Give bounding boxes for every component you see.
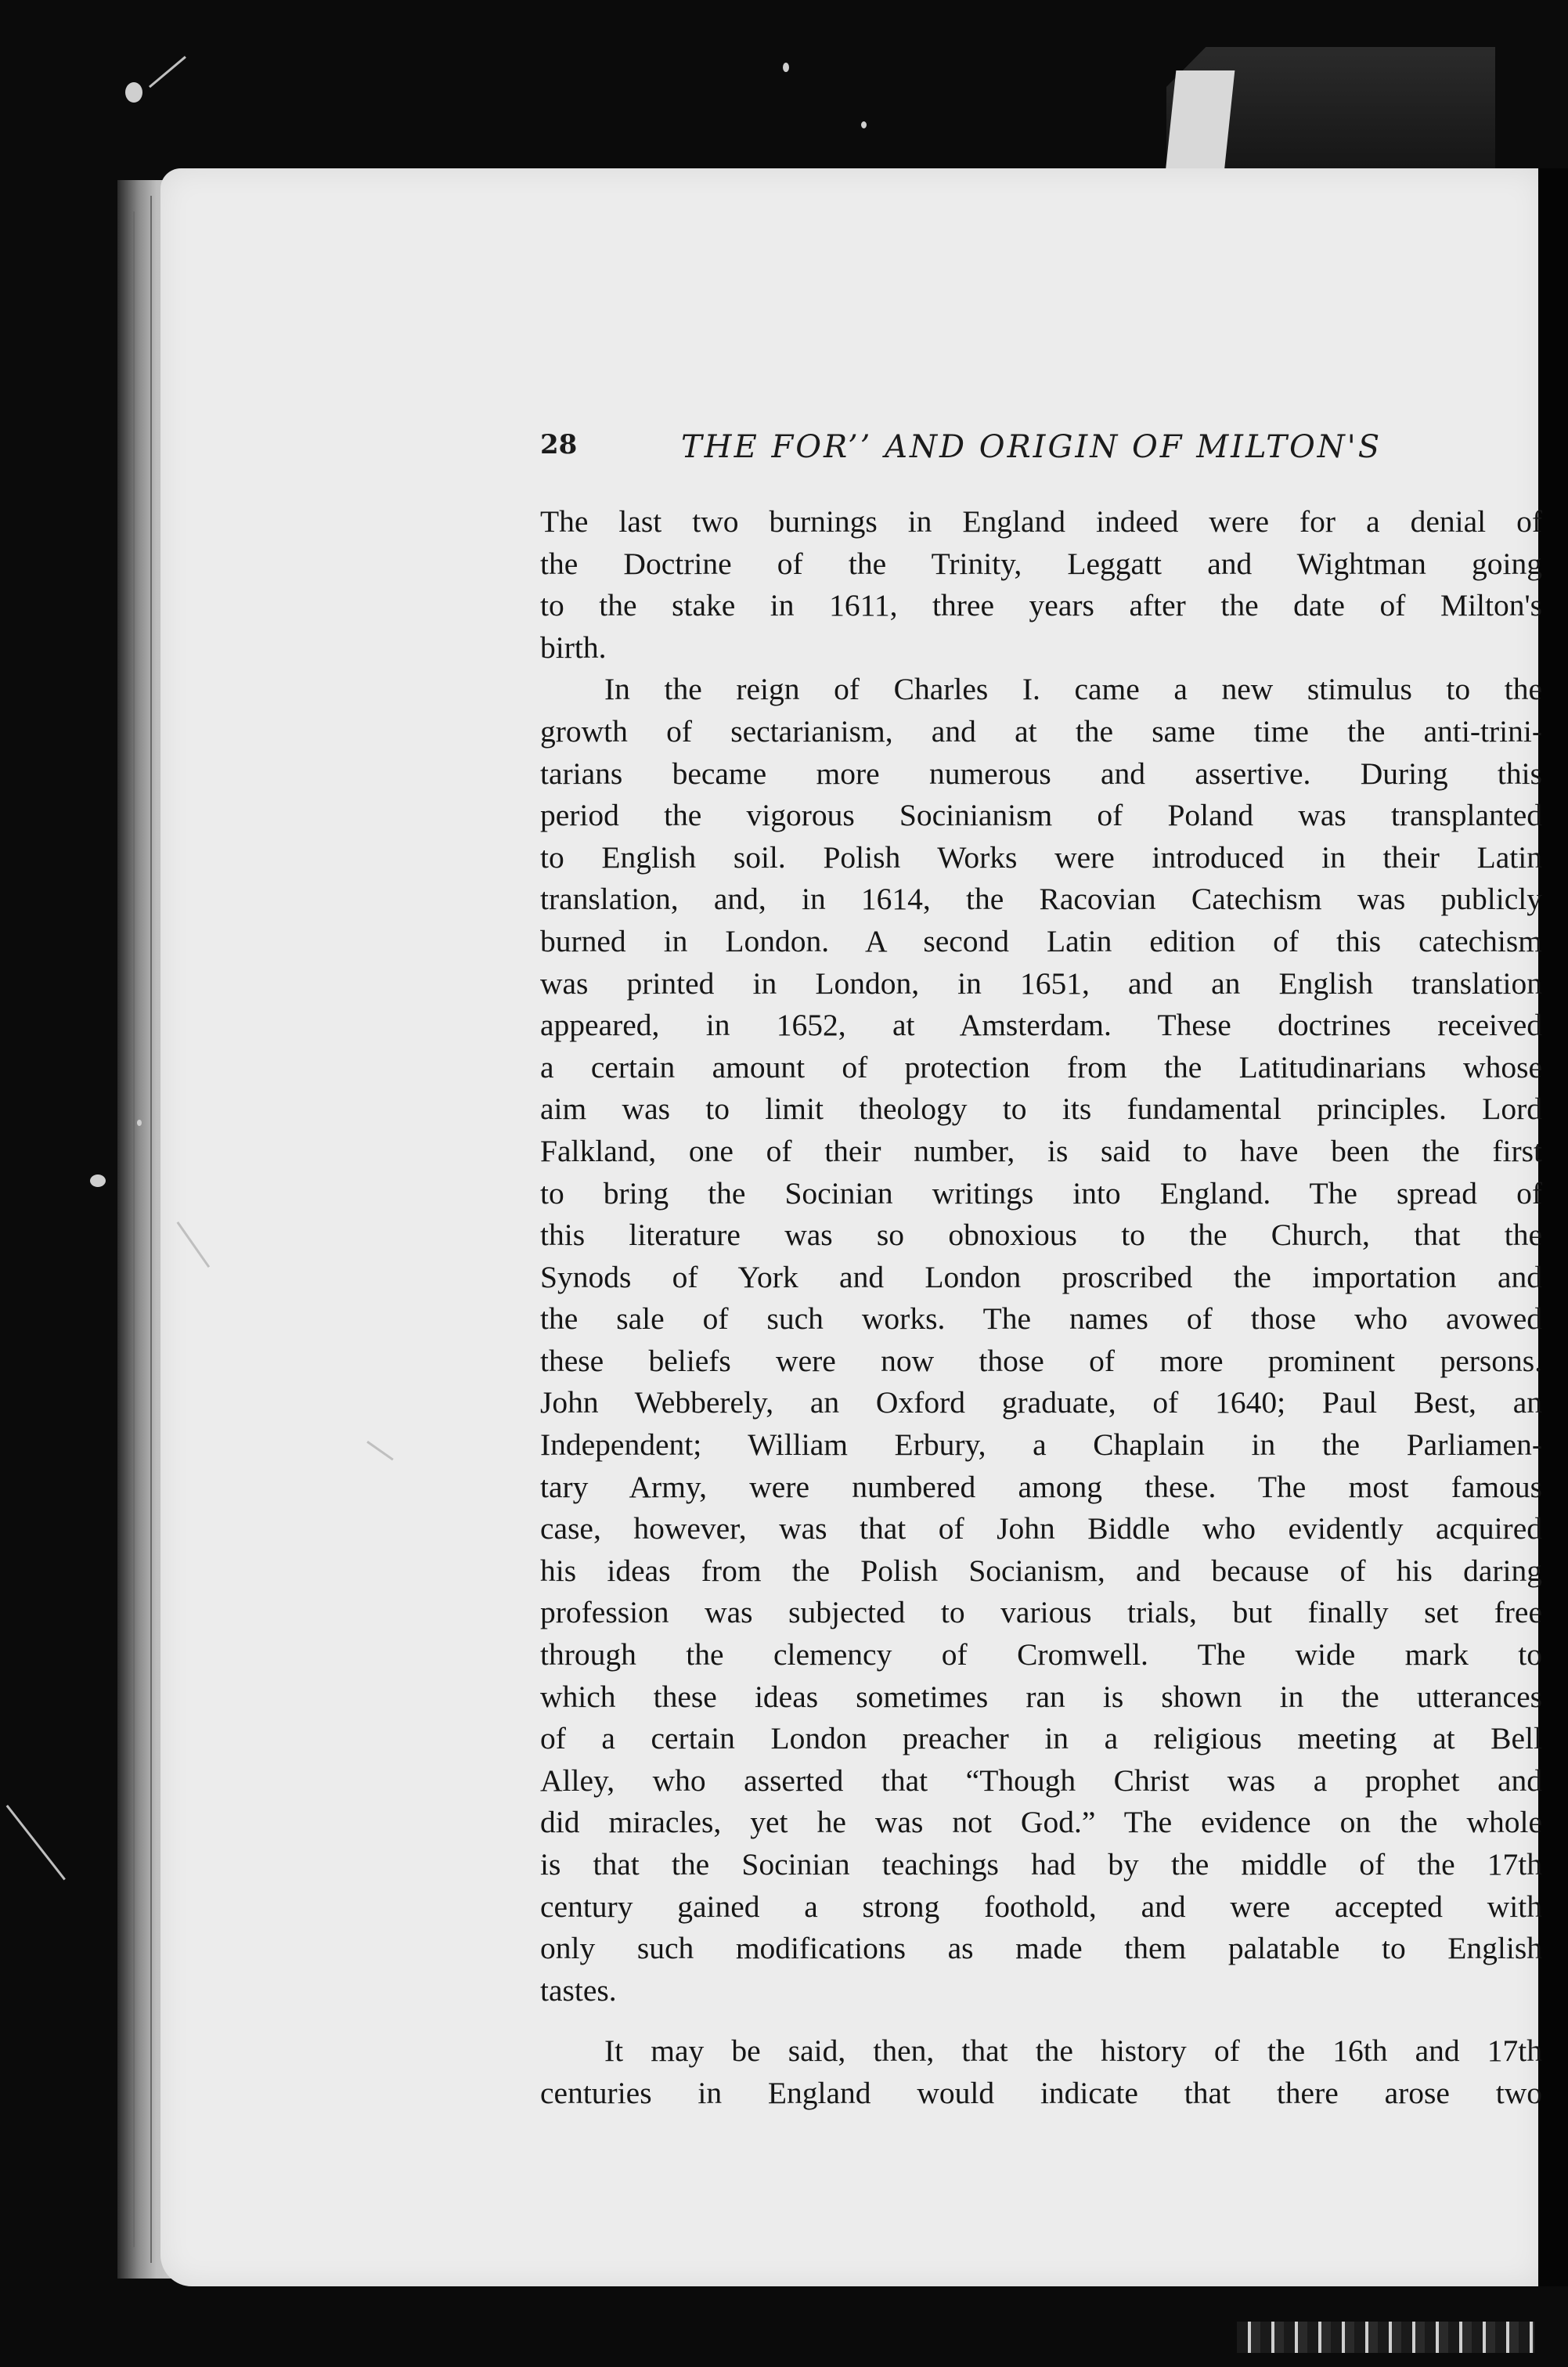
text-line: growth of sectarianism, and at the same time the anti-trini- <box>540 713 1542 749</box>
text-line: which these ideas sometimes ran is shown in the utterances <box>540 1679 1542 1714</box>
text-line: The last two burnings in England indeed were for a denial of <box>540 504 1542 539</box>
text-line: centuries in England would indicate that there arose two <box>540 2075 1542 2110</box>
bottom-edge-artifact <box>1237 2322 1534 2353</box>
body-text <box>540 501 1542 2115</box>
text-line: Alley, who asserted that “Though Christ was a prophet and <box>540 1763 1542 1798</box>
text-line: to English soil. Polish Works were introduced in their Latin <box>540 839 1542 875</box>
text-line: case, however, was that of John Biddle who evidently acquired <box>540 1511 1542 1546</box>
text-line: his ideas from the Polish Socianism, and because of his daring <box>540 1553 1542 1588</box>
text-line: to bring the Socinian writings into England. The spread of <box>540 1175 1542 1211</box>
text-line: translation, and, in 1614, the Racovian Catechism was publicly <box>540 882 1542 917</box>
text-line: of a certain London preacher in a religious meeting at Bell <box>540 1721 1542 1756</box>
text-line: was printed in London, in 1651, and an English translation <box>540 965 1542 1001</box>
dust-speck <box>783 63 789 72</box>
text-line: appeared, in 1652, at Amsterdam. These doctrines received <box>540 1008 1542 1043</box>
text-line: a certain amount of protection from the Latitudinarians whose <box>540 1049 1542 1084</box>
text-line: these beliefs were now those of more prominent persons. <box>540 1343 1542 1378</box>
text-line: did miracles, yet he was not God.” The evidence on the whole <box>540 1805 1542 1840</box>
text-line: tastes. <box>540 1972 617 2008</box>
text-line: is that the Socinian teachings had by the middle of the 17th <box>540 1847 1542 1882</box>
text-line: Falkland, one of their number, is said to have been the first <box>540 1133 1542 1168</box>
text-line: through the clemency of Cromwell. The wide mark to <box>540 1637 1542 1672</box>
paragraph-gap <box>540 2012 1542 2030</box>
text-line: birth. <box>540 630 607 665</box>
text-line: this literature was so obnoxious to the Church, that the <box>540 1218 1542 1253</box>
text-line: John Webberely, an Oxford graduate, of 1640; Paul Best, an <box>540 1385 1542 1420</box>
text-line: profession was subjected to various trials, but finally set free <box>540 1595 1542 1630</box>
scratch-mark <box>149 56 186 88</box>
text-line: burned in London. A second Latin edition of this catechism <box>540 923 1542 958</box>
text-line: century gained a strong foothold, and were accepted with <box>540 1889 1542 1924</box>
text-line: period the vigorous Socinianism of Poland was transplanted <box>540 798 1542 833</box>
text-line: the sale of such works. The names of those who avowed <box>540 1301 1542 1337</box>
background-light-strip <box>1165 70 1235 180</box>
text-line: Synods of York and London proscribed the importation and <box>540 1259 1542 1294</box>
page-header <box>540 429 1550 473</box>
running-title: THE FOR’’ AND ORIGIN OF MILTON'S <box>681 429 1382 465</box>
dust-speck <box>90 1174 106 1187</box>
text-line: tary Army, were numbered among these. The most famous <box>540 1469 1542 1504</box>
scratch-mark <box>6 1805 66 1880</box>
text-line: It may be said, then, that the history of the 16th and 17th <box>604 2033 1542 2069</box>
text-line: In the reign of Charles I. came a new stimulus to the <box>604 672 1542 707</box>
text-line: Independent; William Erbury, a Chaplain in the Parliamen- <box>540 1427 1542 1463</box>
dust-speck <box>861 121 867 128</box>
page-number: 28 <box>540 429 578 460</box>
text-line: aim was to limit theology to its fundamental principles. Lord <box>540 1091 1542 1127</box>
text-line: tarians became more numerous and assertive. During this <box>540 756 1542 791</box>
text-line: only such modifications as made them palatable to English <box>540 1931 1542 1966</box>
text-line: to the stake in 1611, three years after the date of Milton's <box>540 588 1542 623</box>
text-line: the Doctrine of the Trinity, Leggatt and Wightman going <box>540 546 1542 581</box>
book-binding-shadow <box>1538 168 1568 2286</box>
dust-speck <box>125 82 142 103</box>
dust-speck <box>137 1120 142 1126</box>
